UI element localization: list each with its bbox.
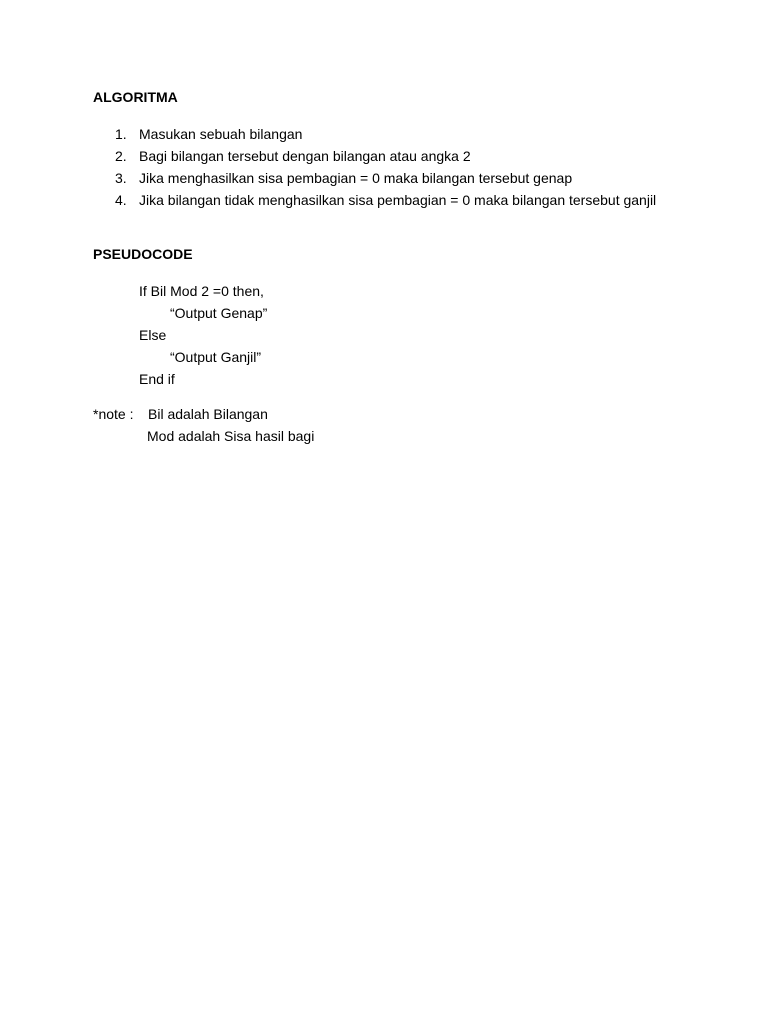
code-line-output-genap: “Output Genap”	[170, 305, 268, 321]
step-number: 4.	[115, 192, 127, 208]
pseudocode-heading: PSEUDOCODE	[93, 246, 193, 262]
step-number: 1.	[115, 126, 127, 142]
list-item	[93, 145, 693, 167]
step-number: 2.	[115, 148, 127, 164]
list-item	[93, 167, 693, 189]
step-text: Jika bilangan tidak menghasilkan sisa pembagian = 0 maka bilangan tersebut ganjil	[139, 192, 657, 208]
note-label: *note :	[93, 406, 134, 422]
step-number: 3.	[115, 170, 127, 186]
step-text: Masukan sebuah bilangan	[139, 126, 303, 142]
step-text: Bagi bilangan tersebut dengan bilangan atau angka 2	[139, 148, 471, 164]
code-line-if: If Bil Mod 2 =0 then,	[139, 283, 264, 299]
code-line-output-ganjil: “Output Ganjil”	[170, 349, 262, 365]
note-line-2: Mod adalah Sisa hasil bagi	[147, 428, 315, 444]
note-line-1: Bil adalah Bilangan	[148, 406, 268, 422]
algoritma-steps-list	[93, 123, 693, 211]
note-row-1	[93, 403, 314, 425]
code-line-end-if: End if	[139, 371, 175, 387]
list-item	[93, 189, 693, 211]
algoritma-heading: ALGORITMA	[93, 89, 178, 105]
code-line-else: Else	[139, 327, 167, 343]
pseudocode-block	[139, 280, 267, 390]
list-item	[93, 123, 693, 145]
note-block	[93, 403, 314, 447]
step-text: Jika menghasilkan sisa pembagian = 0 maka bilangan tersebut genap	[139, 170, 573, 186]
